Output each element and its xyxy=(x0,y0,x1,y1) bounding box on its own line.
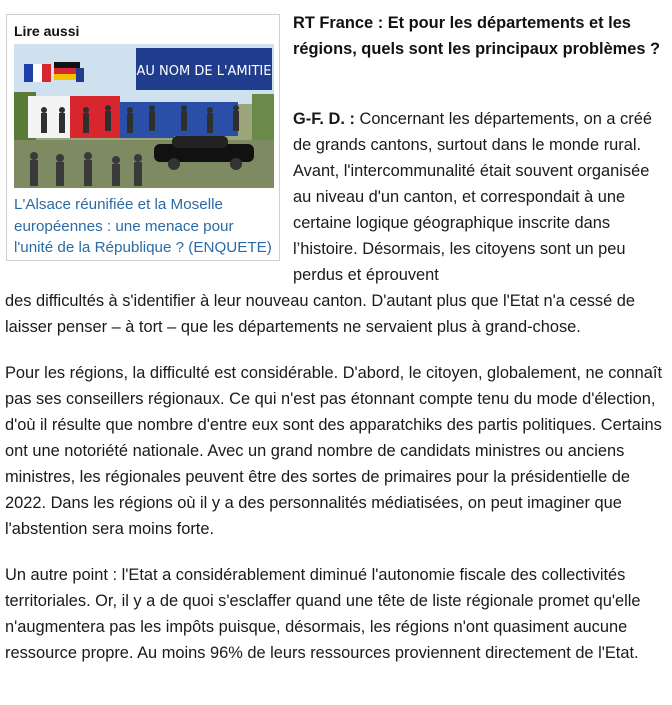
paragraph-fiscal: Un autre point : l'Etat a considérablement diminué l'autonomie fiscale des collectivités territoriales. Or, il y a de quoi s'esclaffer quand une tête de liste régionale promet qu'elle n'augmentera pas les impôts puisque, désormais, les régions n'ont quasiment aucune ressource propre. Au moins 96% de leurs ressources proviennent directement de l'Etat. xyxy=(5,566,641,662)
read-also-link[interactable]: L'Alsace réunifiée et la Moselle européennes : une menace pour l'unité de la République ? (ENQUETE) xyxy=(14,196,272,256)
answer-continuation: des difficultés à s'identifier à leur nouveau canton. D'autant plus que l'Etat n'a cessé de laisser penser – à tort – que les départements ne servaient plus à grand-chose. xyxy=(5,292,635,336)
article-thumbnail[interactable] xyxy=(14,44,274,188)
french-flag-icon xyxy=(24,64,51,82)
banner-text: AU NOM DE L'AMITIE xyxy=(136,64,272,79)
read-also-box xyxy=(6,14,280,261)
speaker-label: G-F. D. : xyxy=(293,110,355,128)
paragraph-regions: Pour les régions, la difficulté est considérable. D'abord, le citoyen, globalement, ne connaît pas ses conseillers régionaux. Ce qui n'est pas étonnant compte tenu du mode d'élection, d'où il résulte que nombre d'entre eux sont des apparatchiks des partis politiques. Certains ont une notoriété nationale. Avec un grand nombre de candidats ministres ou anciens ministres, les régionales peuvent être des sortes de primaires pour la présidentielle de 2022. Dans les régions où il y a des personnalités médiatisées, on peut imaginer que l'abstention sera moins forte. xyxy=(5,364,663,538)
answer-lead-text: Concernant les départements, on a créé de grands cantons, surtout dans le monde rural. Avant, l'intercommunalité était souvent organisée au niveau d'un canton, et correspondait à une certaine logique géographique inscrite dans l’histoire. Désormais, les citoyens sont un peu perdus et éprouvent xyxy=(293,110,652,284)
answer-lead xyxy=(293,106,667,288)
read-also-heading: Lire aussi xyxy=(14,23,80,39)
interview-question: RT France : Et pour les départements et les régions, quels sont les principaux problèmes ? xyxy=(293,14,661,58)
